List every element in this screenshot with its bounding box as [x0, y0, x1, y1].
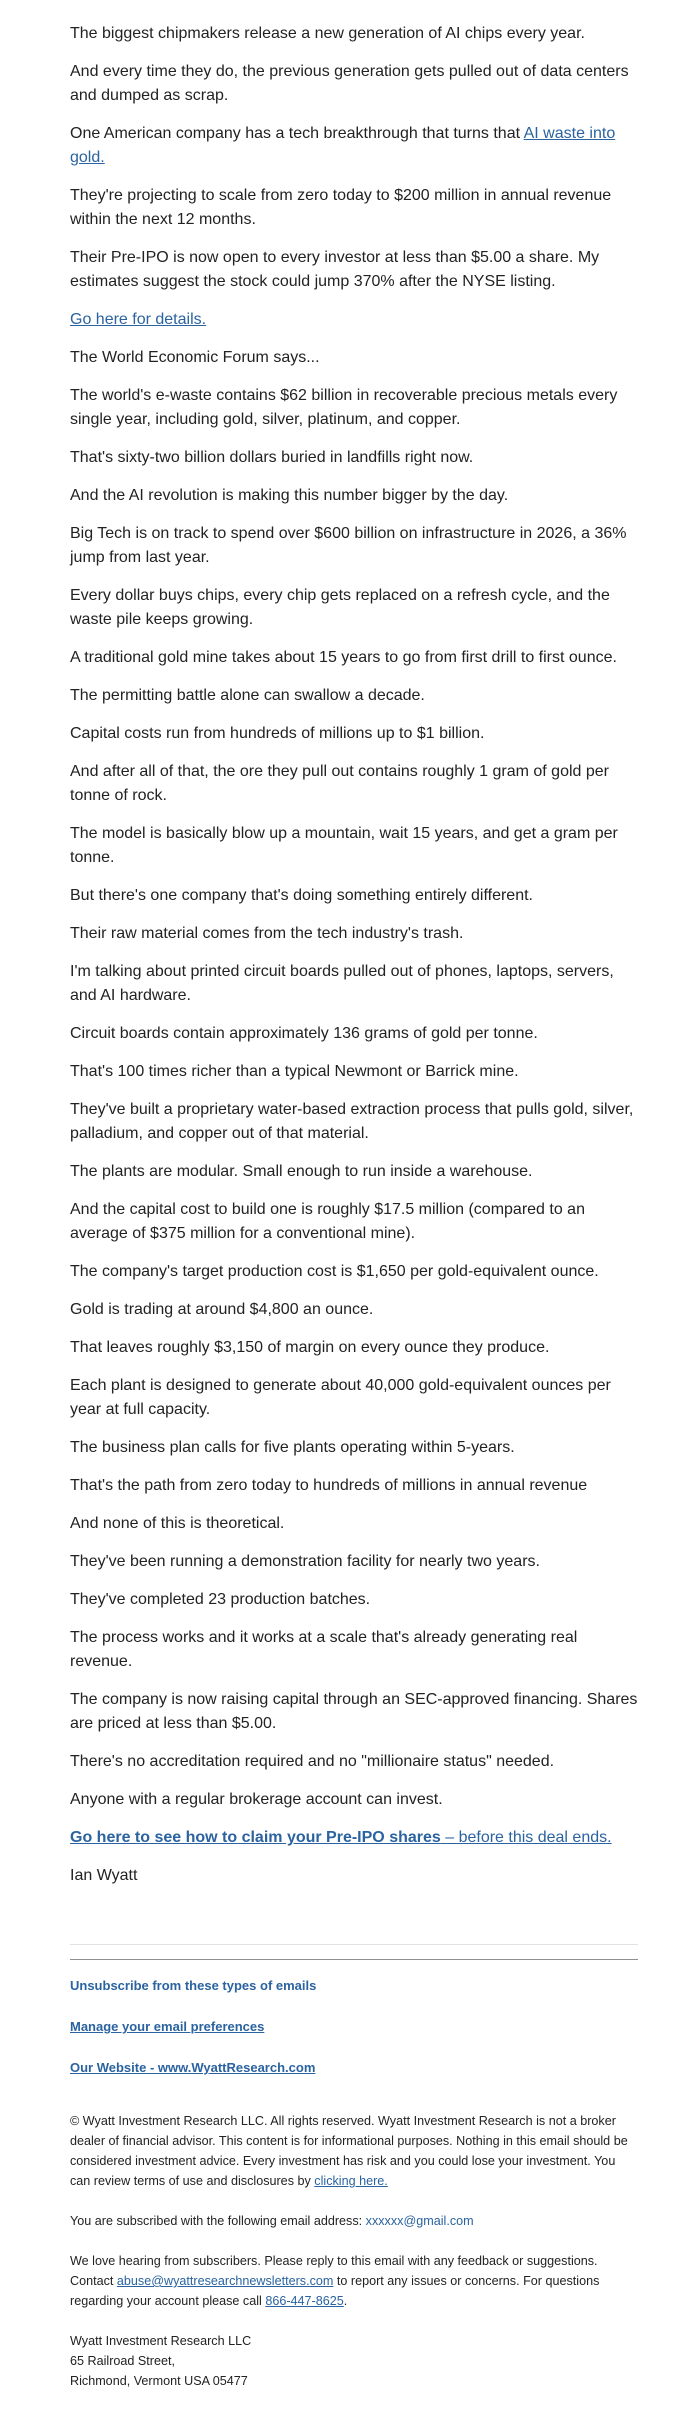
paragraph: The process works and it works at a scale that's already generating real revenue.	[70, 1629, 578, 1670]
paragraph: Each plant is designed to generate about 40,000 gold-equivalent ounces per year at full capacity.	[70, 1377, 611, 1418]
paragraph: Anyone with a regular brokerage account can invest.	[70, 1791, 443, 1808]
legal-notice	[70, 2111, 638, 2191]
subscription-notice	[70, 2211, 638, 2231]
website-link[interactable]: Our Website - www.WyattResearch.com	[70, 2060, 316, 2075]
abuse-email-link[interactable]: abuse@wyattresearchnewsletters.com	[116, 2274, 334, 2288]
claim-shares-link-bold: Go here to see how to claim your Pre-IPO shares	[70, 1829, 441, 1846]
paragraph: Their Pre-IPO is now open to every investor at less than $5.00 a share. My estimates suggest the stock could jump 370% after the NYSE listing.	[70, 249, 600, 290]
paragraph: Gold is trading at around $4,800 an ounce.	[70, 1301, 374, 1318]
paragraph: Their raw material comes from the tech industry's trash.	[70, 925, 464, 942]
cta-paragraph	[70, 1826, 638, 1850]
contact-text: to report any issues or concerns. For questions regarding your account please call	[70, 2274, 600, 2308]
paragraph: And the capital cost to build one is roughly $17.5 million (compared to an average of $375 million for a conventional mine).	[70, 1201, 585, 1242]
paragraph: But there's one company that's doing something entirely different.	[70, 887, 533, 904]
ai-waste-into-gold-link[interactable]: AI waste into gold.	[70, 125, 616, 166]
footer-legal	[70, 2111, 638, 2391]
paragraph: They've built a proprietary water-based extraction process that pulls gold, silver, palladium, and copper out of that material.	[70, 1101, 634, 1142]
paragraph: The company is now raising capital through an SEC-approved financing. Shares are priced at less than $5.00.	[70, 1691, 638, 1732]
paragraph: The World Economic Forum says...	[70, 349, 320, 366]
paragraph: They've been running a demonstration facility for nearly two years.	[70, 1553, 540, 1570]
paragraph: They've completed 23 production batches.	[70, 1591, 371, 1608]
paragraph: Capital costs run from hundreds of millions up to $1 billion.	[70, 725, 485, 742]
paragraph: The permitting battle alone can swallow a decade.	[70, 687, 425, 704]
paragraph: I'm talking about printed circuit boards pulled out of phones, laptops, servers, and AI hardware.	[70, 963, 614, 1004]
paragraph-text: One American company has a tech breakthrough that turns that	[70, 125, 524, 142]
legal-text: © Wyatt Investment Research LLC. All rights reserved. Wyatt Investment Research is not a broker dealer of financial advisor. This content is for informational purposes. Nothing in this email should be considered investment advice. Every investment has risk and you could lose your investment. You can review terms of use and disclosures by	[70, 2114, 628, 2188]
email-body	[70, 0, 638, 1888]
subscribed-text: You are subscribed with the following email address:	[70, 2214, 366, 2228]
mailing-address	[70, 2331, 638, 2391]
paragraph: That's 100 times richer than a typical Newmont or Barrick mine.	[70, 1063, 519, 1080]
paragraph: That leaves roughly $3,150 of margin on every ounce they produce.	[70, 1339, 550, 1356]
paragraph: They're projecting to scale from zero today to $200 million in annual revenue within the next 12 months.	[70, 187, 612, 228]
disclosures-link[interactable]: clicking here.	[314, 2174, 388, 2188]
paragraph: A traditional gold mine takes about 15 years to go from first drill to first ounce.	[70, 649, 617, 666]
details-link[interactable]: Go here for details.	[70, 311, 207, 328]
paragraph: The business plan calls for five plants operating within 5-years.	[70, 1439, 515, 1456]
manage-preferences-link[interactable]: Manage your email preferences	[70, 2019, 265, 2034]
paragraph	[70, 122, 638, 170]
paragraph: And none of this is theoretical.	[70, 1515, 285, 1532]
paragraph: That's the path from zero today to hundreds of millions in annual revenue	[70, 1477, 588, 1494]
address-line: Richmond, Vermont USA 05477	[70, 2374, 248, 2388]
claim-shares-link[interactable]	[70, 1829, 612, 1846]
footer-links	[70, 1960, 638, 2077]
signature: Ian Wyatt	[70, 1867, 138, 1884]
subscriber-email-link[interactable]: xxxxxx@gmail.com	[365, 2214, 474, 2228]
paragraph: The model is basically blow up a mountain, wait 15 years, and get a gram per tonne.	[70, 825, 618, 866]
paragraph: And after all of that, the ore they pull out contains roughly 1 gram of gold per tonne of rock.	[70, 763, 609, 804]
contact-notice	[70, 2251, 638, 2311]
paragraph: And every time they do, the previous generation gets pulled out of data centers and dumped as scrap.	[70, 63, 629, 104]
unsubscribe-link[interactable]: Unsubscribe from these types of emails	[70, 1978, 317, 1993]
contact-text: We love hearing from subscribers. Please reply to this email with any feedback or suggestions. Contact	[70, 2254, 598, 2288]
contact-text: .	[343, 2294, 348, 2308]
paragraph: Every dollar buys chips, every chip gets replaced on a refresh cycle, and the waste pile keeps growing.	[70, 587, 610, 628]
address-line: 65 Railroad Street,	[70, 2354, 176, 2368]
paragraph: There's no accreditation required and no "millionaire status" needed.	[70, 1753, 555, 1770]
paragraph: The world's e-waste contains $62 billion in recoverable precious metals every single year, including gold, silver, platinum, and copper.	[70, 387, 618, 428]
claim-shares-link-rest: – before this deal ends.	[440, 1829, 612, 1846]
paragraph: The company's target production cost is $1,650 per gold-equivalent ounce.	[70, 1263, 599, 1280]
paragraph: That's sixty-two billion dollars buried in landfills right now.	[70, 449, 474, 466]
footer-divider	[70, 1930, 638, 1960]
paragraph: The plants are modular. Small enough to run inside a warehouse.	[70, 1163, 533, 1180]
paragraph: Circuit boards contain approximately 136 grams of gold per tonne.	[70, 1025, 538, 1042]
address-line: Wyatt Investment Research LLC	[70, 2334, 252, 2348]
paragraph	[70, 308, 638, 332]
paragraph: The biggest chipmakers release a new generation of AI chips every year.	[70, 25, 585, 42]
divider-line	[70, 1944, 638, 1945]
paragraph: Big Tech is on track to spend over $600 billion on infrastructure in 2026, a 36% jump from last year.	[70, 525, 627, 566]
paragraph: And the AI revolution is making this number bigger by the day.	[70, 487, 509, 504]
phone-link[interactable]: 866-447-8625	[265, 2294, 344, 2308]
